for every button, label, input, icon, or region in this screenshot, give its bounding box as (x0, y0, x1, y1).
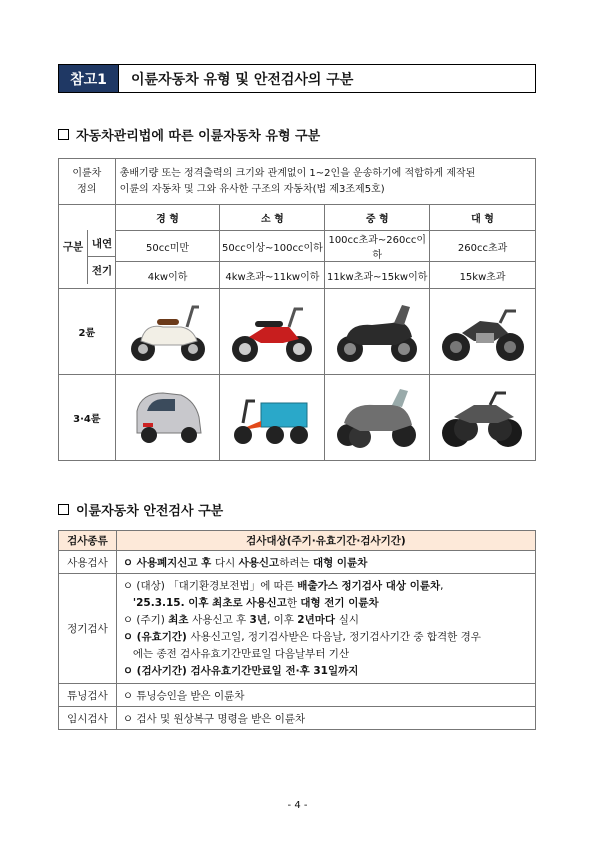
section2-title: 이륜자동차 안전검사 구분 (76, 504, 224, 519)
row-tuning-text: ㅇ 튜닝승인을 받은 이륜차 (116, 684, 535, 707)
document-title: 이륜자동차 유형 및 안전검사의 구분 (119, 64, 536, 93)
col-medium: 중 형 (325, 205, 430, 231)
electric-tricycle-photo (220, 375, 325, 461)
combustion-medium: 100cc초과~260cc이하 (325, 231, 430, 262)
combustion-small: 50cc이상~100cc이하 (220, 231, 325, 262)
checkbox-square-icon (58, 129, 69, 140)
scooter-photo (115, 289, 220, 375)
electric-small: 4kw초과~11kw이하 (220, 262, 325, 289)
inspection-table (58, 530, 536, 730)
col-small: 소 형 (220, 205, 325, 231)
maxi-scooter-photo (325, 289, 430, 375)
definition-label: 이륜차 정의 (59, 159, 116, 205)
row-periodic-text: ㅇ (대상) 「대기환경보전법」에 따른 배출가스 정기검사 대상 이륜차, '25.3.15. 이후 최초로 사용신고한 대형 전기 이륜차 ㅇ (주기) 최초 사용신고 후 3년, 이후 2년마다 실시 ㅇ (유효기간) 사용신고일, 정기검사받은 다음날, 정기검사기간 중 합격한 경우 에는 종전 검사유효기간만료일 다음날부터 기산 ㅇ (검사기간) 검사유효기간만료일 전·후 31일까지 (116, 574, 535, 684)
combustion-large: 260cc초과 (430, 231, 536, 262)
type-label: 구분 (62, 241, 84, 253)
section1-heading (58, 125, 320, 144)
vehicle-type-table (58, 158, 536, 461)
page-number: - 4 - (287, 800, 308, 811)
row-temporary-label: 임시검사 (59, 707, 117, 730)
row-use-label: 사용검사 (59, 551, 117, 574)
electric-large: 15kw초과 (430, 262, 536, 289)
col-large: 대 형 (430, 205, 536, 231)
row-tuning-label: 튜닝검사 (59, 684, 117, 707)
combustion-label: 내연 (87, 230, 116, 257)
row-2wheel-label: 2륜 (59, 289, 116, 375)
head-target: 검사대상(주기·유효기간·검사기간) (116, 531, 535, 551)
checkbox-square-icon (58, 504, 69, 515)
underbone-motorcycle-photo (220, 289, 325, 375)
energy-type-labels (87, 230, 116, 284)
electric-medium: 11kw초과~15kw이하 (325, 262, 430, 289)
row-use-text: ㅇ 사용폐지신고 후 다시 사용신고하려는 대형 이륜차 (116, 551, 535, 574)
atv-quad-photo (430, 375, 536, 461)
combustion-light: 50cc미만 (115, 231, 220, 262)
electric-light: 4kw이하 (115, 262, 220, 289)
three-wheel-scooter-photo (325, 375, 430, 461)
reference-badge: 참고1 (58, 64, 119, 93)
col-light: 경 형 (115, 205, 220, 231)
definition-text: 총배기량 또는 정격출력의 크기와 관계없이 1~2인을 운송하기에 적합하게 제작된 이륜의 자동차 및 그와 유사한 구조의 자동차(법 제3조제5호) (115, 159, 535, 205)
row-periodic-label: 정기검사 (59, 574, 117, 684)
row-34wheel-label: 3·4륜 (59, 375, 116, 461)
cruiser-motorcycle-photo (430, 289, 536, 375)
section2-heading (58, 500, 223, 519)
head-type: 검사종류 (59, 531, 117, 551)
row-temporary-text: ㅇ 검사 및 원상복구 명령을 받은 이륜차 (116, 707, 535, 730)
electric-label: 전기 (87, 257, 116, 284)
micro-car-photo (115, 375, 220, 461)
section1-title: 자동차관리법에 따른 이륜자동차 유형 구분 (76, 129, 321, 144)
